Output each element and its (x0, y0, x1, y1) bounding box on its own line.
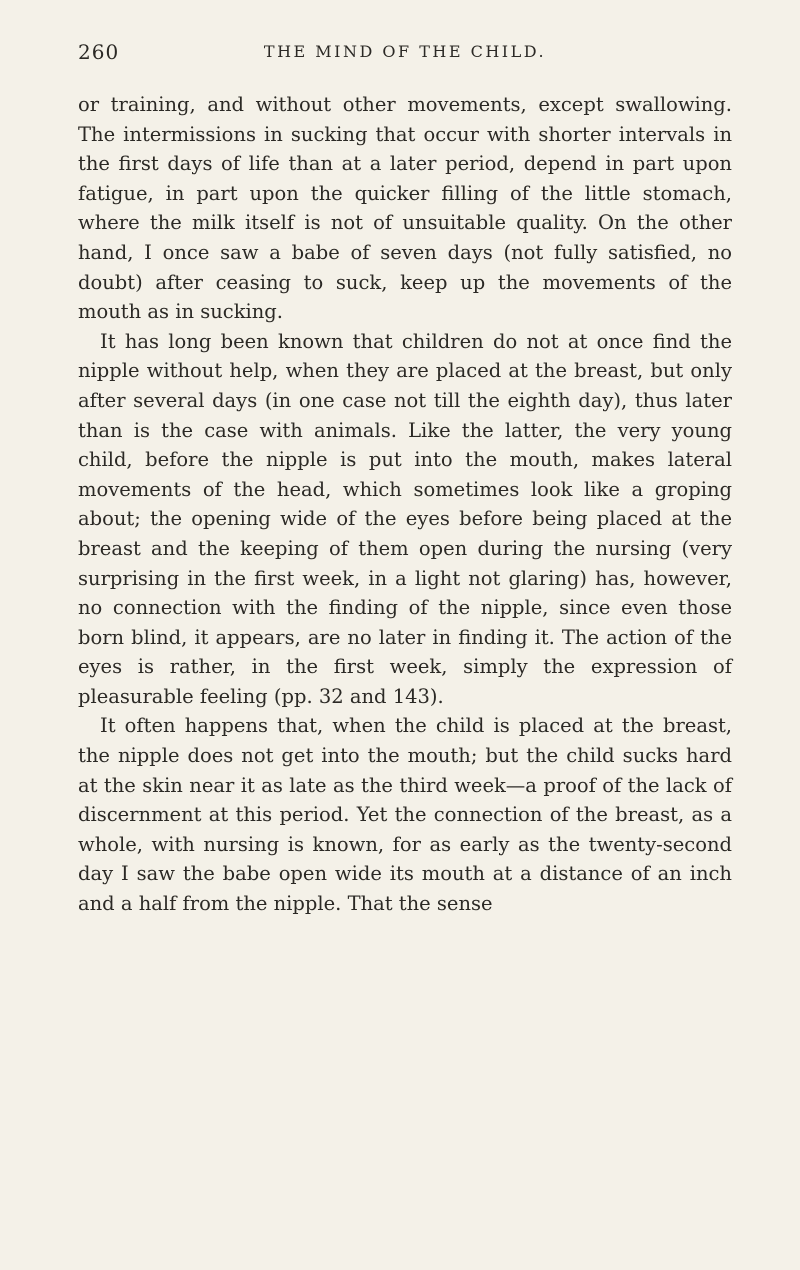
body-text (78, 90, 732, 919)
page-number: 260 (78, 40, 120, 64)
paragraph-finding-nipple: It has long been known that children do not at once find the nipple without help, when they are placed at the breast, but only after several days (in one case not till the eighth day), thus later than is the case with animals. Like the latter, the very young child, before the nipple is put into the mouth, makes lateral movements of the head, which sometimes look like a groping about; the opening wide of the eyes before being placed at the breast and the keeping of them open during the nursing (very surprising in the first week, in a light not glaring) has, however, no connection with the finding of the nipple, since even those born blind, it appears, are no later in finding it. The action of the eyes is rather, in the first week, simply the expression of pleasurable feeling (pp. 32 and 143). (78, 329, 732, 708)
paragraph-continuation: or training, and without other movements, except swallowing. The intermissions in sucking that occur with shorter intervals in the first days of life than at a later period, depend in part upon fatigue, in part upon the quicker filling of the little stomach, where the milk itself is not of unsuitable quality. On the other hand, I once saw a babe of seven days (not fully satisfied, no doubt) after ceasing to suck, keep up the movements of the mouth as in sucking. (78, 93, 732, 324)
book-page (0, 40, 800, 1270)
running-head (78, 40, 732, 70)
running-title: THE MIND OF THE CHILD. (263, 42, 547, 61)
paragraph-lack-of-discernment: It often happens that, when the child is placed at the breast, the nipple does not get into the mouth; but the child sucks hard at the skin near it as late as the third week—a proof of the lack of discernment at this period. Yet the connection of the breast, as a whole, with nursing is known, for as early as the twenty-second day I saw the babe open wide its mouth at a distance of an inch and a half from the nipple. That the sense (78, 714, 732, 916)
